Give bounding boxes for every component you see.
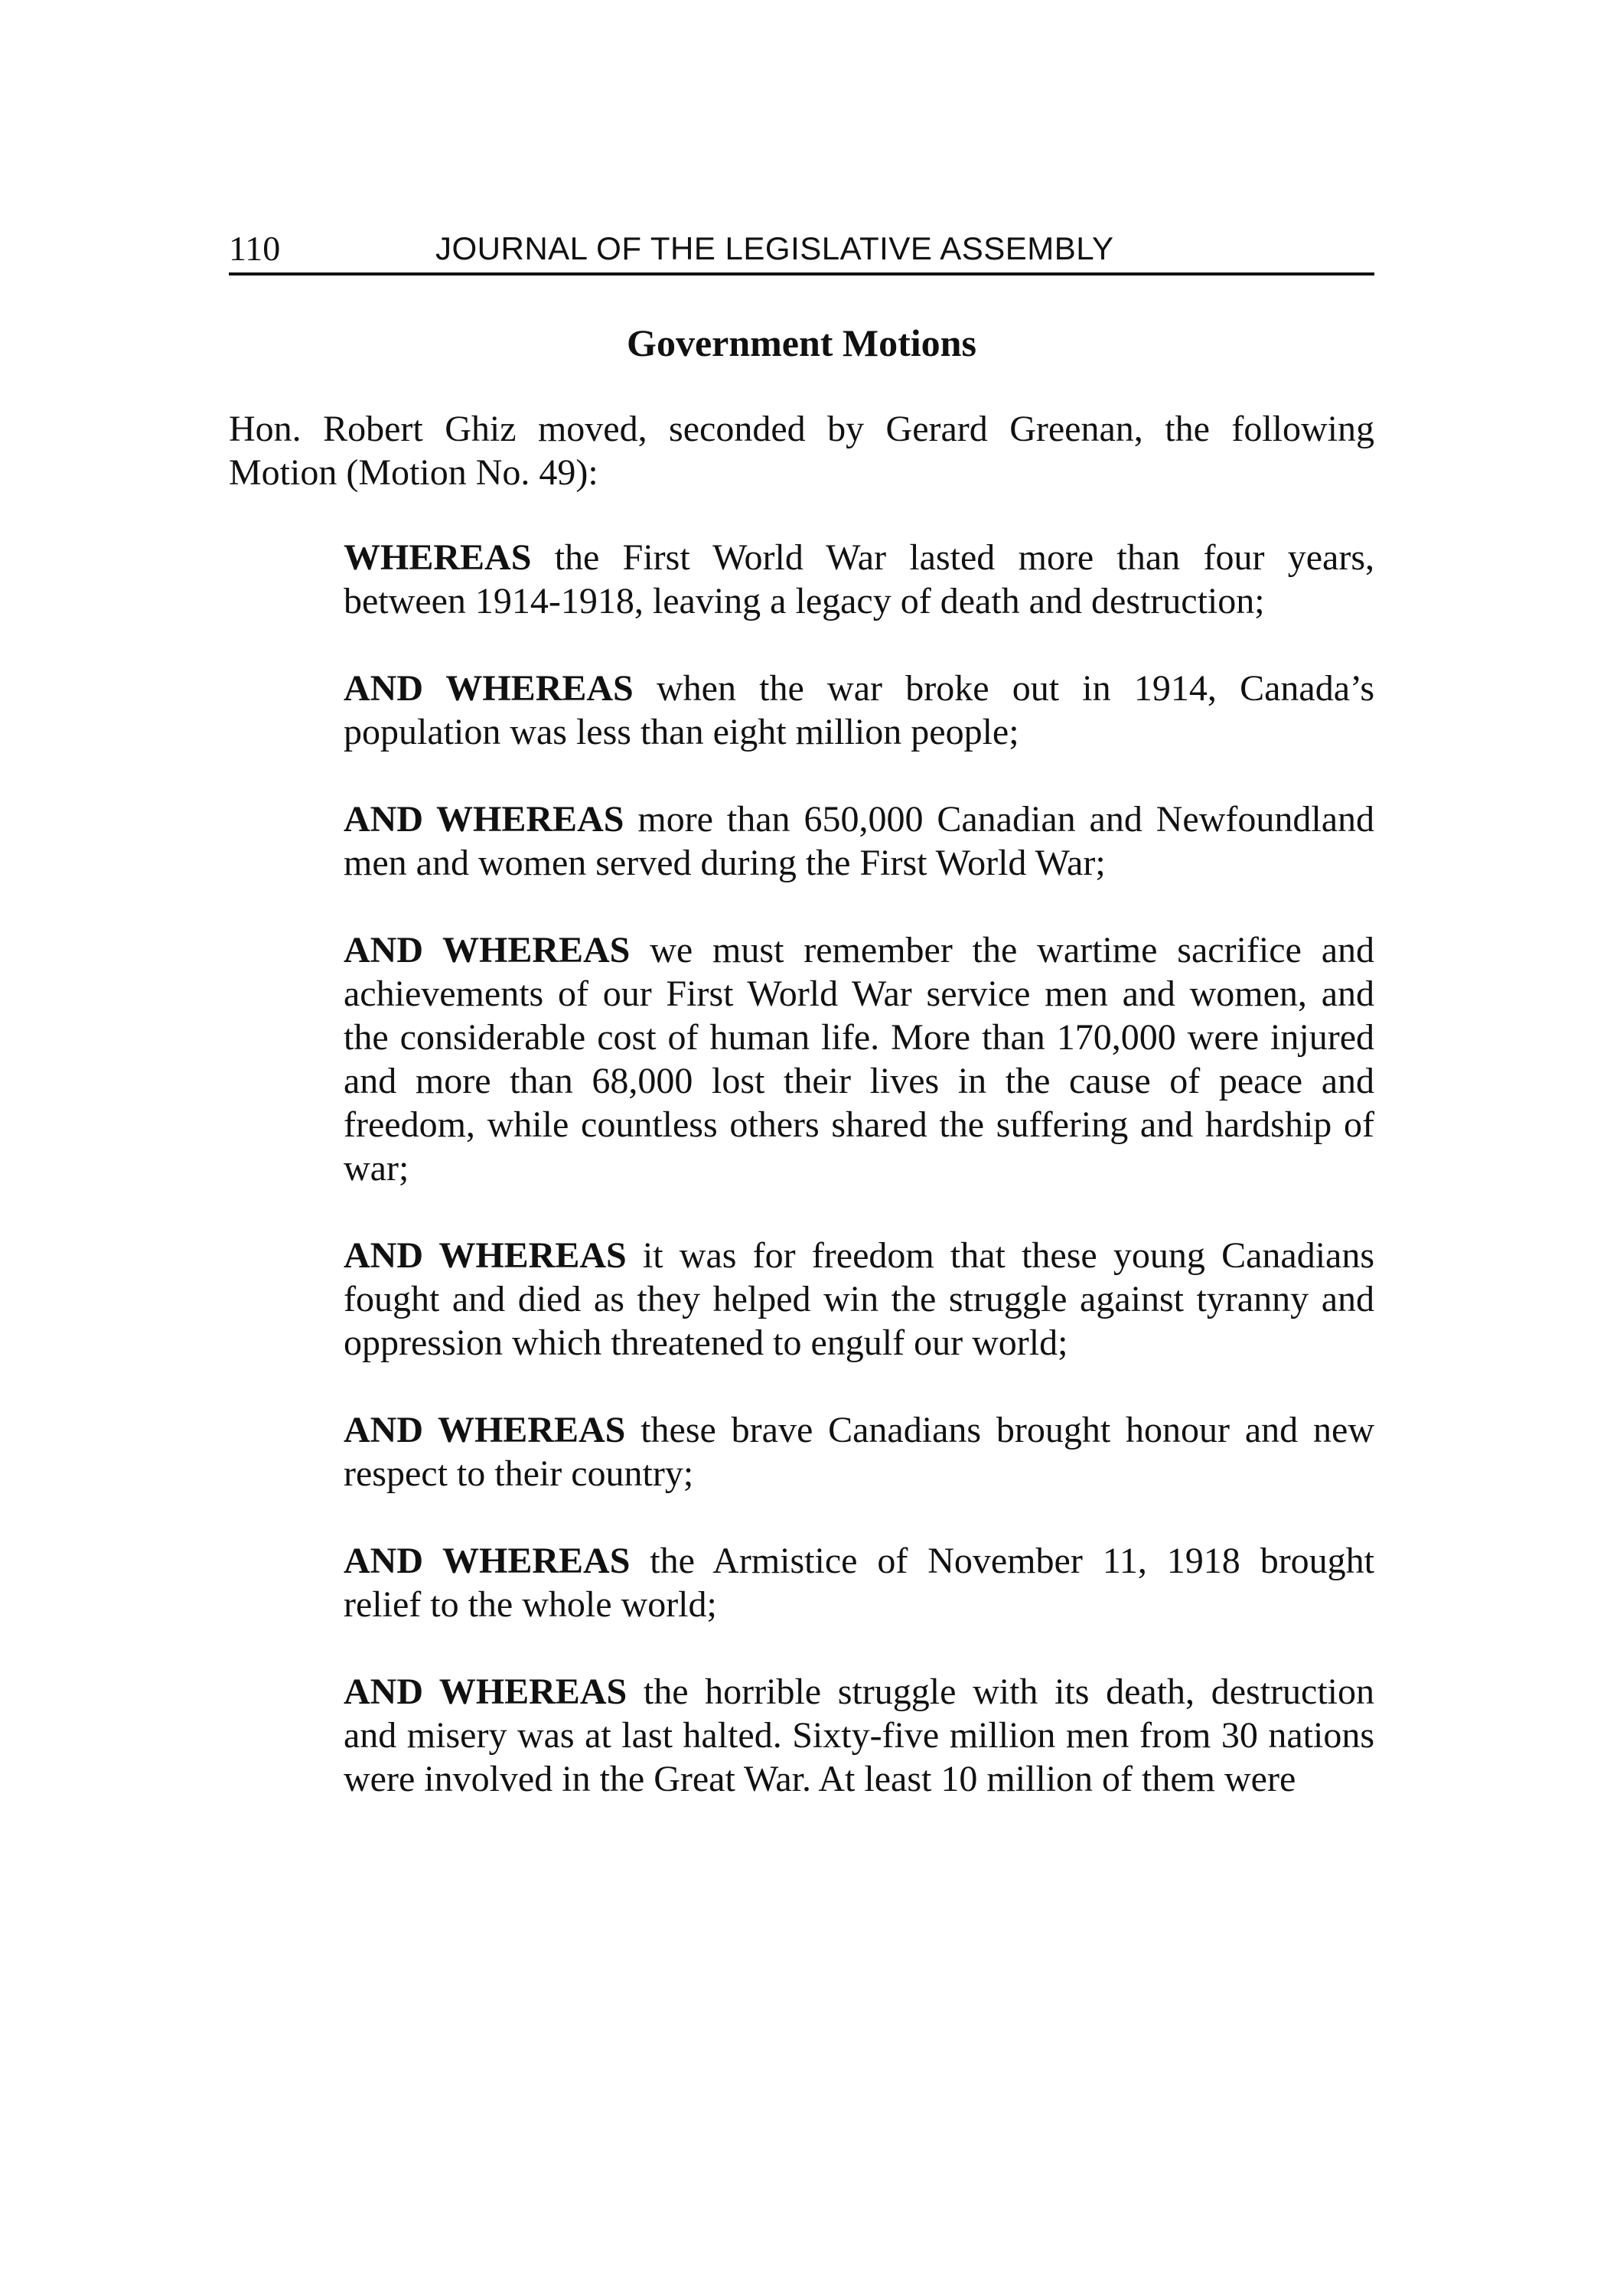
- clause-text: it was for freedom that these young Canadians fought and died as they helped win the struggle against tyranny and oppression which threatened to engulf our world;: [344, 1235, 1375, 1363]
- clause-text: when the war broke out in 1914, Canada’s population was less than eight million people;: [344, 668, 1375, 752]
- clause-keyword: AND WHEREAS: [344, 1410, 626, 1450]
- whereas-clause: [344, 1670, 1374, 1801]
- clause-keyword: AND WHEREAS: [344, 930, 631, 970]
- running-head: JOURNAL OF THE LEGISLATIVE ASSEMBLY: [435, 230, 1114, 266]
- section-title: Government Motions: [627, 321, 976, 364]
- clause-text: these brave Canadians brought honour and new respect to their country;: [344, 1410, 1374, 1494]
- clause-keyword: AND WHEREAS: [344, 1235, 627, 1276]
- page-header: [229, 227, 1374, 276]
- clause-text: the First World War lasted more than four years, between 1914-1918, leaving a legacy of death and destruction;: [344, 537, 1374, 621]
- whereas-clause: [344, 667, 1374, 754]
- clause-text: the Armistice of November 11, 1918 brought relief to the whole world;: [344, 1541, 1375, 1625]
- motion-clauses: [344, 536, 1374, 1844]
- whereas-clause: [344, 1539, 1374, 1626]
- clause-keyword: WHEREAS: [344, 537, 532, 578]
- motion-intro: Hon. Robert Ghiz moved, seconded by Gerard Greenan, the following Motion (Motion No. 49):: [229, 409, 1374, 493]
- whereas-clause: [344, 536, 1374, 623]
- whereas-clause: [344, 797, 1374, 885]
- clause-keyword: AND WHEREAS: [344, 1671, 627, 1712]
- clause-text: we must remember the wartime sacrifice and achievements of our First World War service men and women, and the considerable cost of human life. More than 170,000 were injured and more than 68,000 lost their lives in the cause of peace and freedom, while countless others shared the suffering and hardship of war;: [344, 930, 1375, 1189]
- clause-keyword: AND WHEREAS: [344, 799, 624, 840]
- clause-text: more than 650,000 Canadian and Newfoundland men and women served during the First World War;: [344, 799, 1375, 883]
- clause-keyword: AND WHEREAS: [344, 1541, 631, 1581]
- page-number: 110: [229, 229, 281, 268]
- clause-keyword: AND WHEREAS: [344, 668, 634, 709]
- clause-text: the horrible struggle with its death, destruction and misery was at last halted. Sixty-five million men from 30 nations were involved in the Great War. At least 10 million of them were: [344, 1671, 1375, 1799]
- whereas-clause: [344, 1234, 1374, 1365]
- whereas-clause: [344, 1408, 1374, 1495]
- whereas-clause: [344, 928, 1374, 1190]
